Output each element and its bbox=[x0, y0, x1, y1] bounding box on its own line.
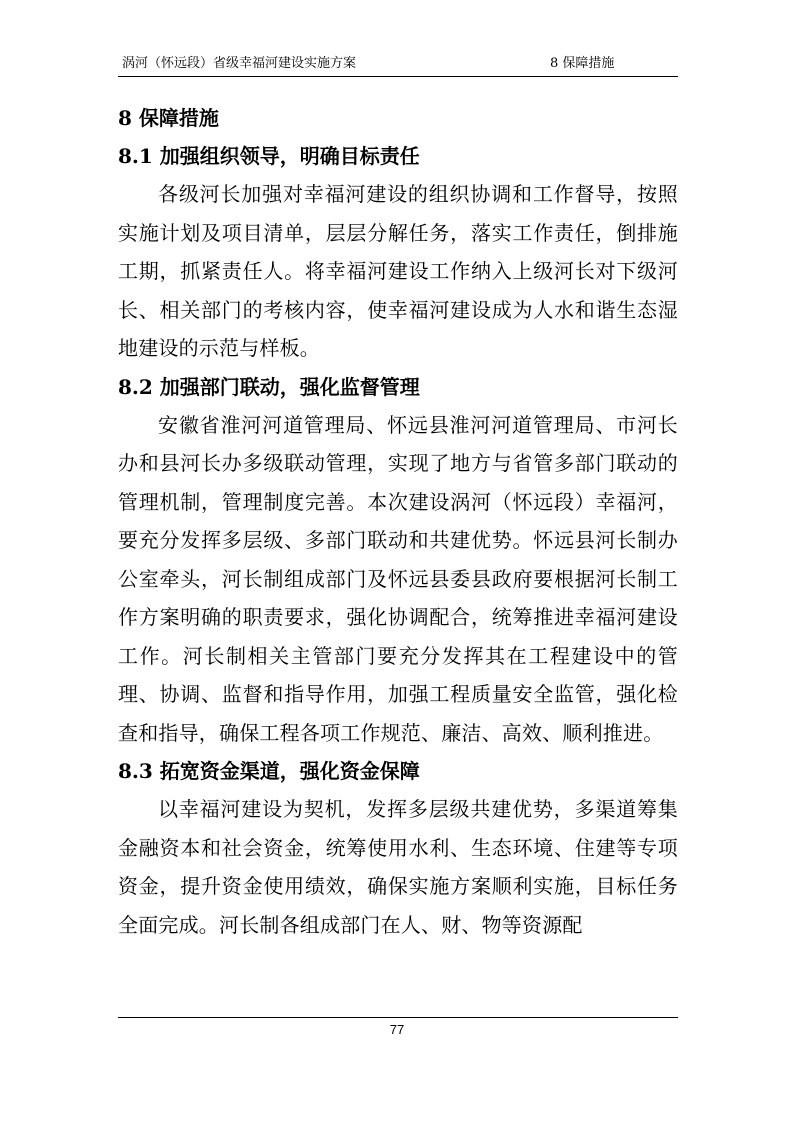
page-header bbox=[118, 52, 678, 76]
header-chapter-label: 8 保障措施 bbox=[550, 56, 615, 71]
section-8-1 bbox=[118, 137, 678, 368]
section-8-2 bbox=[118, 368, 678, 753]
header-rule bbox=[118, 76, 678, 77]
page-number: 77 bbox=[389, 1022, 405, 1037]
section-heading: 8.2 加强部门联动，强化监督管理 bbox=[118, 374, 420, 399]
section-heading: 8.3 拓宽资金渠道，强化资金保障 bbox=[118, 759, 420, 783]
section-paragraph: 以幸福河建设为契机，发挥多层级共建优势，多渠道筹集金融资本和社会资金，统筹使用水利、生态环境、住建等专项资金，提升资金使用绩效，确保实施方案顺利实施，目标任务全面完成。河长制各组成部门在人、财、物等资源配 bbox=[118, 797, 678, 937]
header-document-title: 涡河（怀远段）省级幸福河建设实施方案 bbox=[122, 56, 357, 71]
section-8-3 bbox=[118, 752, 678, 944]
section-paragraph: 安徽省淮河河道管理局、怀远县淮河河道管理局、市河长办和县河长办多级联动管理，实现了地方与省管多部门联动的管理机制，管理制度完善。本次建设涡河（怀远段）幸福河，要充分发挥多层级、多部门联动和共建优势。怀远县河长制办公室牵头，河长制组成部门及怀远县委县政府要根据河长制工作方案明确的职责要求，强化协调配合，统筹推进幸福河建设工作。河长制相关主管部门要充分发挥其在工程建设中的管理、协调、监督和指导作用，加强工程质量安全监管，强化检查和指导，确保工程各项工作规范、廉洁、高效、顺利推进。 bbox=[118, 412, 678, 745]
footer-rule bbox=[118, 1017, 678, 1018]
section-heading: 8.1 加强组织领导，明确目标责任 bbox=[118, 144, 420, 168]
section-paragraph: 各级河长加强对幸福河建设的组织协调和工作督导，按照实施计划及项目清单，层层分解任务，落实工作责任，倒排施工期，抓紧责任人。将幸福河建设工作纳入上级河长对下级河长、相关部门的考核内容，使幸福河建设成为人水和谐生态湿地建设的示范与样板。 bbox=[118, 182, 678, 360]
page-body bbox=[118, 103, 678, 944]
chapter-title: 8 保障措施 bbox=[118, 106, 219, 130]
